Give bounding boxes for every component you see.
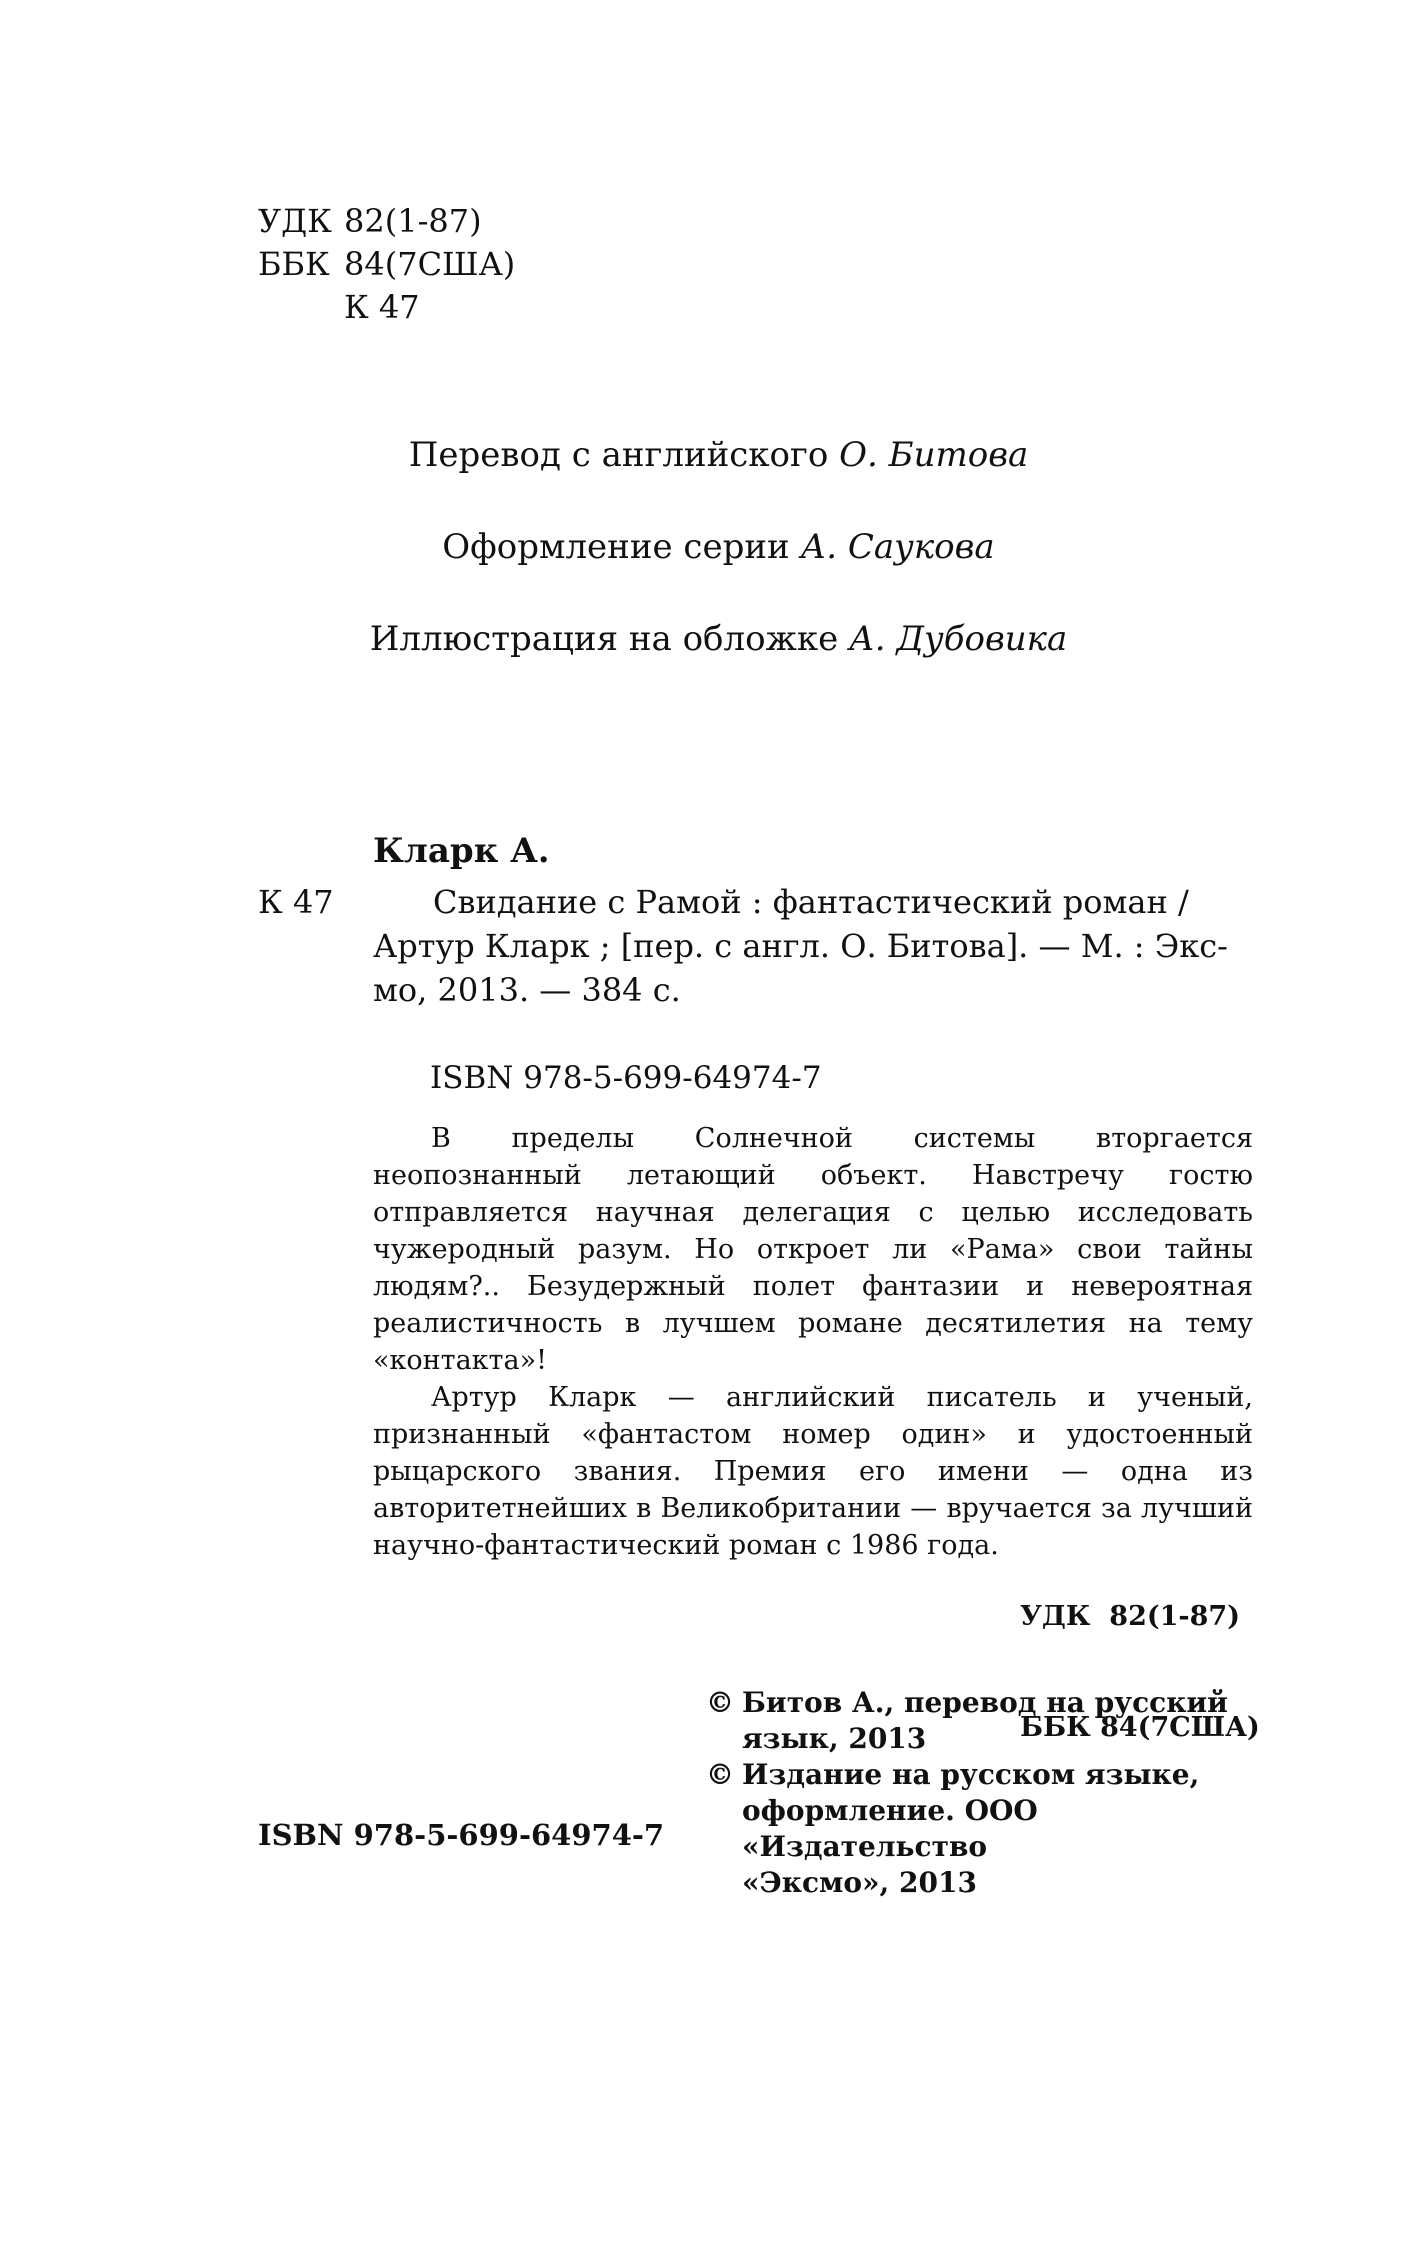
- copyright2-line-2: оформление. ООО «Издательство: [742, 1794, 1038, 1863]
- bbk-line: [258, 243, 515, 286]
- bottom-isbn: ISBN 978-5-699-64974-7: [258, 1818, 665, 1852]
- cover-prefix: Иллюстрация на обложке: [369, 619, 839, 659]
- copyright-symbol: ©: [706, 1758, 734, 1791]
- bbk-code-right: ББК 84(7США): [1020, 1712, 1260, 1743]
- bibliographic-description: [373, 880, 1253, 1012]
- card-author: Кларк А.: [373, 831, 550, 871]
- cover-illustrator-name: А. Дубовика: [849, 619, 1068, 659]
- bbk-label: ББК: [258, 245, 330, 283]
- copyright2-line-1: Издание на русском языке,: [742, 1758, 1200, 1791]
- card-isbn: ISBN 978-5-699-64974-7: [430, 1060, 822, 1096]
- copyright-block: [706, 1685, 1266, 1901]
- copyright-symbol: ©: [706, 1686, 734, 1719]
- cover-illustration-credit: [0, 617, 1417, 662]
- credits-block: [0, 433, 1417, 709]
- copyright-edition: [706, 1757, 1266, 1901]
- biblio-line-2: Артур Кларк ; [пер. с англ. О. Битова]. — М. : Экс-: [373, 927, 1228, 965]
- annotation: [373, 1120, 1253, 1564]
- series-designer-name: А. Саукова: [800, 527, 995, 567]
- udk-code-right: УДК 82(1-87): [1020, 1601, 1240, 1632]
- classification-block: [258, 200, 515, 329]
- copyright-translation: [706, 1685, 1266, 1757]
- copyright1-line-2: язык, 2013: [742, 1722, 927, 1755]
- series-prefix: Оформление серии: [442, 527, 790, 567]
- annotation-paragraph-2: Артур Кларк — английский писатель и ученый, признанный «фантастом номер один» и удостоенный рыцарского звания. Премия его имени — одна из авторитетнейших в Великобритании — вручается за лучший научно-фантастический роман с 1986 года.: [373, 1382, 1253, 1561]
- translation-prefix: Перевод с английского: [408, 435, 829, 475]
- bbk-value: 84(7США): [344, 245, 516, 283]
- copyright1-line-1: Битов А., перевод на русский: [742, 1686, 1228, 1719]
- series-design-credit: [0, 525, 1417, 570]
- translation-credit: [0, 433, 1417, 478]
- biblio-line-3: мо, 2013. — 384 с.: [373, 971, 681, 1009]
- translator-name: О. Битова: [839, 435, 1029, 475]
- udk-label: УДК: [258, 202, 332, 240]
- udk-value: 82(1-87): [344, 202, 482, 240]
- annotation-paragraph-1: В пределы Солнечной системы вторгается неопознанный летающий объект. Навстречу гостю отправляется научная делегация с целью исследовать чужеродный разум. Но откроет ли «Рама» свои тайны людям?.. Безудержный полет фантазии и невероятная реалистичность в лучшем романе десятилетия на тему «контакта»!: [373, 1123, 1253, 1376]
- biblio-line-1: Свидание с Рамой : фантастический роман /: [433, 883, 1189, 921]
- card-author-mark: К 47: [258, 883, 334, 921]
- copyright2-line-3: «Эксмо», 2013: [742, 1866, 977, 1899]
- author-mark: К 47: [344, 288, 420, 326]
- udk-line: [258, 200, 515, 243]
